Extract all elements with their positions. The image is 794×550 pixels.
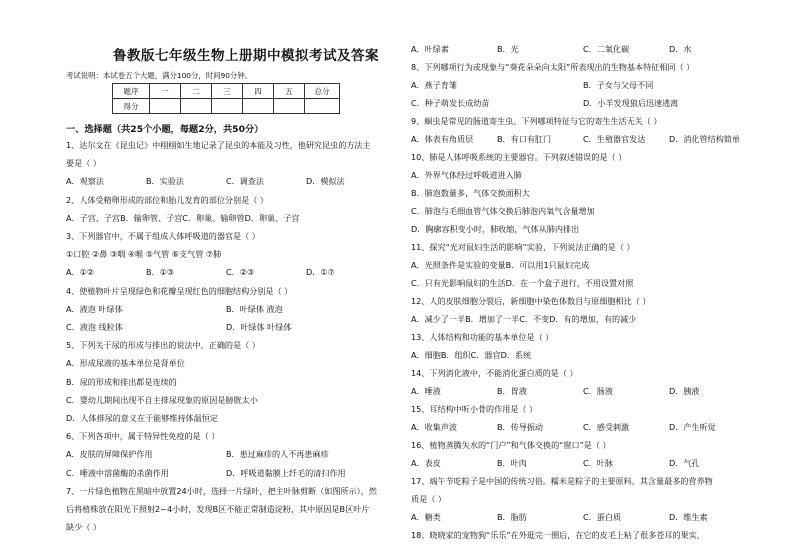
question-line: 12、人的皮肤细胞分裂后，新细胞中染色体数目与原细胞相比（ ）: [411, 296, 651, 306]
score-header-cell: 题序: [113, 84, 150, 99]
question-line: A．光照条件是实验的变量B．可以用1只鼠妇完成: [411, 260, 590, 270]
score-header-cell: 五: [274, 84, 305, 99]
score-cell: [243, 99, 274, 114]
option-text: C．液泡 线粒体: [66, 322, 123, 332]
option-text: A．液泡 叶绿体: [66, 303, 123, 314]
option-text: C．种子萌发长成幼苗: [411, 98, 490, 108]
option-row: [411, 512, 755, 522]
question-line: A．减少了一半B．增加了一半C．不变D．有的增加，有的减少: [411, 314, 637, 324]
question-line: 5、下列关于尿的形成与排出的说法中，正确的是（ ）: [66, 340, 260, 351]
question-line: 14、下列消化液中，不能消化蛋白质的是（ ）: [411, 368, 578, 378]
option-row: [411, 134, 755, 144]
score-cell: [305, 99, 340, 114]
option-text: A．糖类: [411, 512, 441, 522]
option-row: [411, 44, 755, 54]
option-row: [66, 449, 386, 459]
option-text: A．体表有角质层: [411, 134, 474, 144]
question-line: C．只有光影响鼠妇的生活D．在一个盒子进行，不用设置对照: [411, 278, 634, 288]
question-line: 1、达尔文在《昆虫记》中栩栩如生地记录了昆虫的本能及习性，他研究昆虫的方法主: [66, 140, 371, 150]
option-text: A．表皮: [411, 458, 441, 468]
exam-instructions: 考试说明：本试卷五个大题，满分100分，时间90分钟。: [66, 71, 253, 80]
option-text: B．叶肉: [497, 458, 527, 468]
option-row: [66, 468, 386, 478]
question-line: 9、蛔虫是常见的肠道寄生虫。下列哪项特征与它的寄生生活无关（ ）: [411, 116, 662, 126]
question-line: 18、晓晓家的宠物狗“乐乐”在外逛完一圈后，在它的皮毛上粘了很多苍耳的果实，: [411, 530, 705, 540]
option-text: C．蛋白质: [583, 512, 622, 522]
option-text: D．消化管结构简单: [669, 134, 740, 144]
option-row: [66, 176, 386, 186]
option-text: D．小羊发现狼后迅速逃离: [583, 98, 679, 108]
option-text: B．脂肪: [497, 512, 527, 522]
option-text: D．模拟法: [306, 176, 345, 187]
question-line: A．子宫、子宫B．输卵管、子宫C．卵巢、输卵管D．卵巢、子宫: [66, 212, 300, 223]
option-row: [411, 98, 755, 108]
option-row: [66, 304, 386, 314]
question-line: 缺少（ ）: [66, 522, 101, 533]
option-text: C．肠液: [583, 386, 613, 396]
exam-title: 鲁教版七年级生物上册期中模拟考试及答案: [113, 48, 379, 64]
option-row: [411, 422, 755, 432]
option-text: D．叶绿体 叶绿体: [226, 322, 292, 332]
option-text: B．有口有肛门: [497, 134, 552, 144]
option-text: B．患过麻疹的人不再患麻疹: [226, 449, 329, 460]
option-text: D．气孔: [669, 458, 700, 468]
question-line: 3、下列器官中，不属于组成人体呼吸道的器官是（ ）: [66, 231, 260, 241]
score-cell: [274, 99, 305, 114]
score-header-cell: 二: [181, 84, 212, 99]
question-line: 6、下列各项中，属于特异性免疫的是（ ）: [66, 431, 220, 442]
option-text: D．胰液: [669, 386, 700, 396]
score-header-cell: 一: [150, 84, 181, 99]
question-line: 17、端午节吃粽子是中国的传统习俗。糯米是粽子的主要原料，其含量最多的营养物: [411, 476, 713, 486]
question-line: 7、一片绿色植物在黑暗中放置24小时，选择一片绿叶，把主叶脉剪断（如图所示），然: [66, 485, 377, 496]
question-line: 2、人体受精卵形成的部位和胎儿发育的部位分别是（ ）: [66, 194, 268, 205]
question-line: 13、人体结构和功能的基本单位是（ ）: [411, 332, 554, 342]
question-line: 质是（ ）: [411, 494, 446, 504]
option-text: C．叶脉: [583, 458, 613, 468]
option-text: C．②③: [226, 267, 255, 278]
option-text: C．生殖器官发达: [583, 134, 646, 144]
option-row: [411, 386, 755, 396]
question-line: 15、耳结构中听小骨的作用是（ ）: [411, 404, 538, 414]
option-text: D．水: [669, 44, 692, 54]
question-line: A．细胞B．组织C．器官D．系统: [411, 350, 532, 360]
option-text: B．光: [497, 44, 519, 54]
option-text: C．感受刺激: [583, 422, 630, 432]
option-text: A．皮肤的屏障保护作用: [66, 449, 153, 460]
question-line: B．肺泡数量多，气体交换面积大: [411, 188, 530, 198]
score-cell: [150, 99, 181, 114]
option-text: A．观察法: [66, 176, 104, 187]
question-line: 10、肺是人体呼吸系统的主要器官。下列叙述错误的是（ ）: [411, 152, 627, 162]
question-line: 要是（ ）: [66, 158, 101, 169]
option-text: B．子女与父母不同: [583, 80, 654, 90]
option-text: B．叶绿体 液泡: [226, 303, 283, 314]
option-text: D．产生听觉: [669, 422, 716, 432]
score-header-cell: 三: [212, 84, 243, 99]
score-cell: [212, 99, 243, 114]
question-line: 11、探究“光对鼠妇生活的影响”实验，下列说法正确的是（ ）: [411, 242, 635, 252]
option-text: D．维生素: [669, 512, 708, 522]
question-line: D．人体排尿的意义在于能够维持体温恒定: [66, 413, 218, 423]
option-text: A．收集声波: [411, 422, 458, 432]
score-row-label: 得分: [113, 99, 150, 114]
option-row: [411, 458, 755, 468]
question-line: 16、植物蒸腾失水的“门户”和气体交换的“窗口”是（ ）: [411, 440, 611, 450]
score-table-score-row: [113, 99, 340, 114]
option-text: C．调查法: [226, 176, 265, 187]
question-line: ①口腔 ②鼻 ③咽 ④喉 ⑤气管 ⑥支气管 ⑦肺: [66, 249, 222, 260]
option-text: A．叶绿素: [411, 44, 449, 54]
question-line: B．尿的形成和排出都是连续的: [66, 376, 177, 387]
option-row: [66, 322, 386, 332]
question-line: C．肺泡与毛细血管气体交换后肺泡内氧气含量增加: [411, 206, 595, 216]
question-line: C．婴幼儿期间出现不自主排尿现象的原因是膀胱太小: [66, 394, 258, 405]
option-text: A．唾液: [411, 386, 441, 396]
score-header-cell: 总分: [305, 84, 340, 99]
question-line: A．外界气体经过呼吸道进入肺: [411, 170, 522, 180]
option-text: A．①②: [66, 267, 95, 278]
option-text: B．传导振动: [497, 422, 544, 432]
option-row: [411, 80, 755, 90]
section-heading: 一、选择题（共25个小题，每题2分，共50分）: [66, 124, 264, 135]
option-text: C．唾液中溶菌酶的杀菌作用: [66, 467, 169, 478]
option-text: A．燕子育雏: [411, 80, 458, 90]
option-text: B．胃液: [497, 386, 527, 396]
option-text: B．实验法: [146, 176, 184, 187]
score-table: [112, 83, 340, 114]
question-line: 4、使植物叶片呈现绿色和花瓣呈现红色的细胞结构分别是（ ）: [66, 285, 293, 296]
score-header-cell: 四: [243, 84, 274, 99]
option-text: D．①⑦: [306, 267, 335, 278]
option-text: D．呼吸道黏膜上纤毛的清扫作用: [226, 467, 346, 478]
question-line: 8、下列哪项行为或现象与“葵花朵朵向太阳”所表现出的生物基本特征相同（ ）: [411, 62, 695, 72]
option-text: B．①③: [146, 267, 175, 278]
question-line: D．胸廓容积变小时，肺收缩，气体从肺内排出: [411, 224, 580, 234]
score-cell: [181, 99, 212, 114]
option-row: [66, 267, 386, 277]
option-text: C．二氧化碳: [583, 44, 630, 54]
question-line: 后将植株放在阳光下照射2~4小时，发现B区不能正常制造淀粉，其中原因是B区叶片: [66, 504, 370, 514]
score-table-header-row: [113, 84, 340, 99]
question-line: A．形成尿液的基本单位是肾单位: [66, 358, 185, 369]
